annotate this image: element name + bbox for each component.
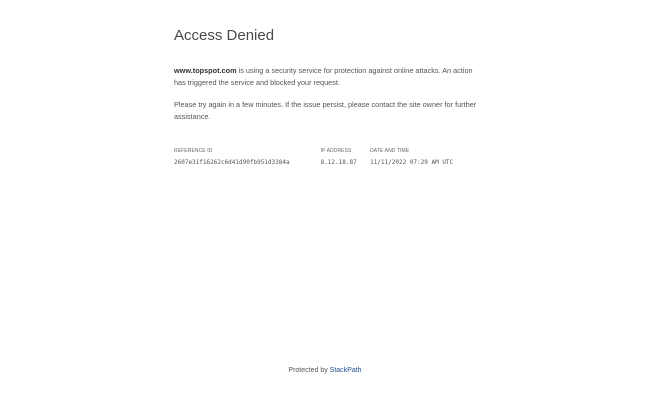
main-content (174, 26, 479, 167)
reference-details (174, 147, 479, 167)
stackpath-link[interactable]: StackPath (329, 367, 362, 374)
reference-id-header: REFERENCE ID (174, 148, 213, 154)
block-message-text: is using a security service for protection against online attacks. An action has triggered the service and blocked your request. (174, 66, 473, 87)
date-time-header: DATE AND TIME (370, 148, 410, 154)
block-message (174, 65, 479, 88)
footer-prefix: Protected by (288, 367, 330, 374)
ip-address-column (321, 147, 371, 167)
page-title: Access Denied (174, 27, 275, 44)
ip-address-header: IP ADDRESS (320, 148, 352, 154)
reference-id-value: 2607e31f16262c6d41d90fb951d3384a (174, 159, 290, 166)
date-time-column (370, 147, 479, 167)
reference-id-column (174, 147, 321, 167)
ip-address-value: 8.12.18.87 (320, 159, 357, 166)
retry-message: Please try again in a few minutes. If the issue persist, please contact the site owner for further assistance. (174, 100, 477, 121)
domain-name: www.topspot.com (174, 66, 237, 75)
footer (0, 366, 650, 376)
date-time-value: 11/11/2022 07:29 AM UTC (370, 159, 454, 166)
